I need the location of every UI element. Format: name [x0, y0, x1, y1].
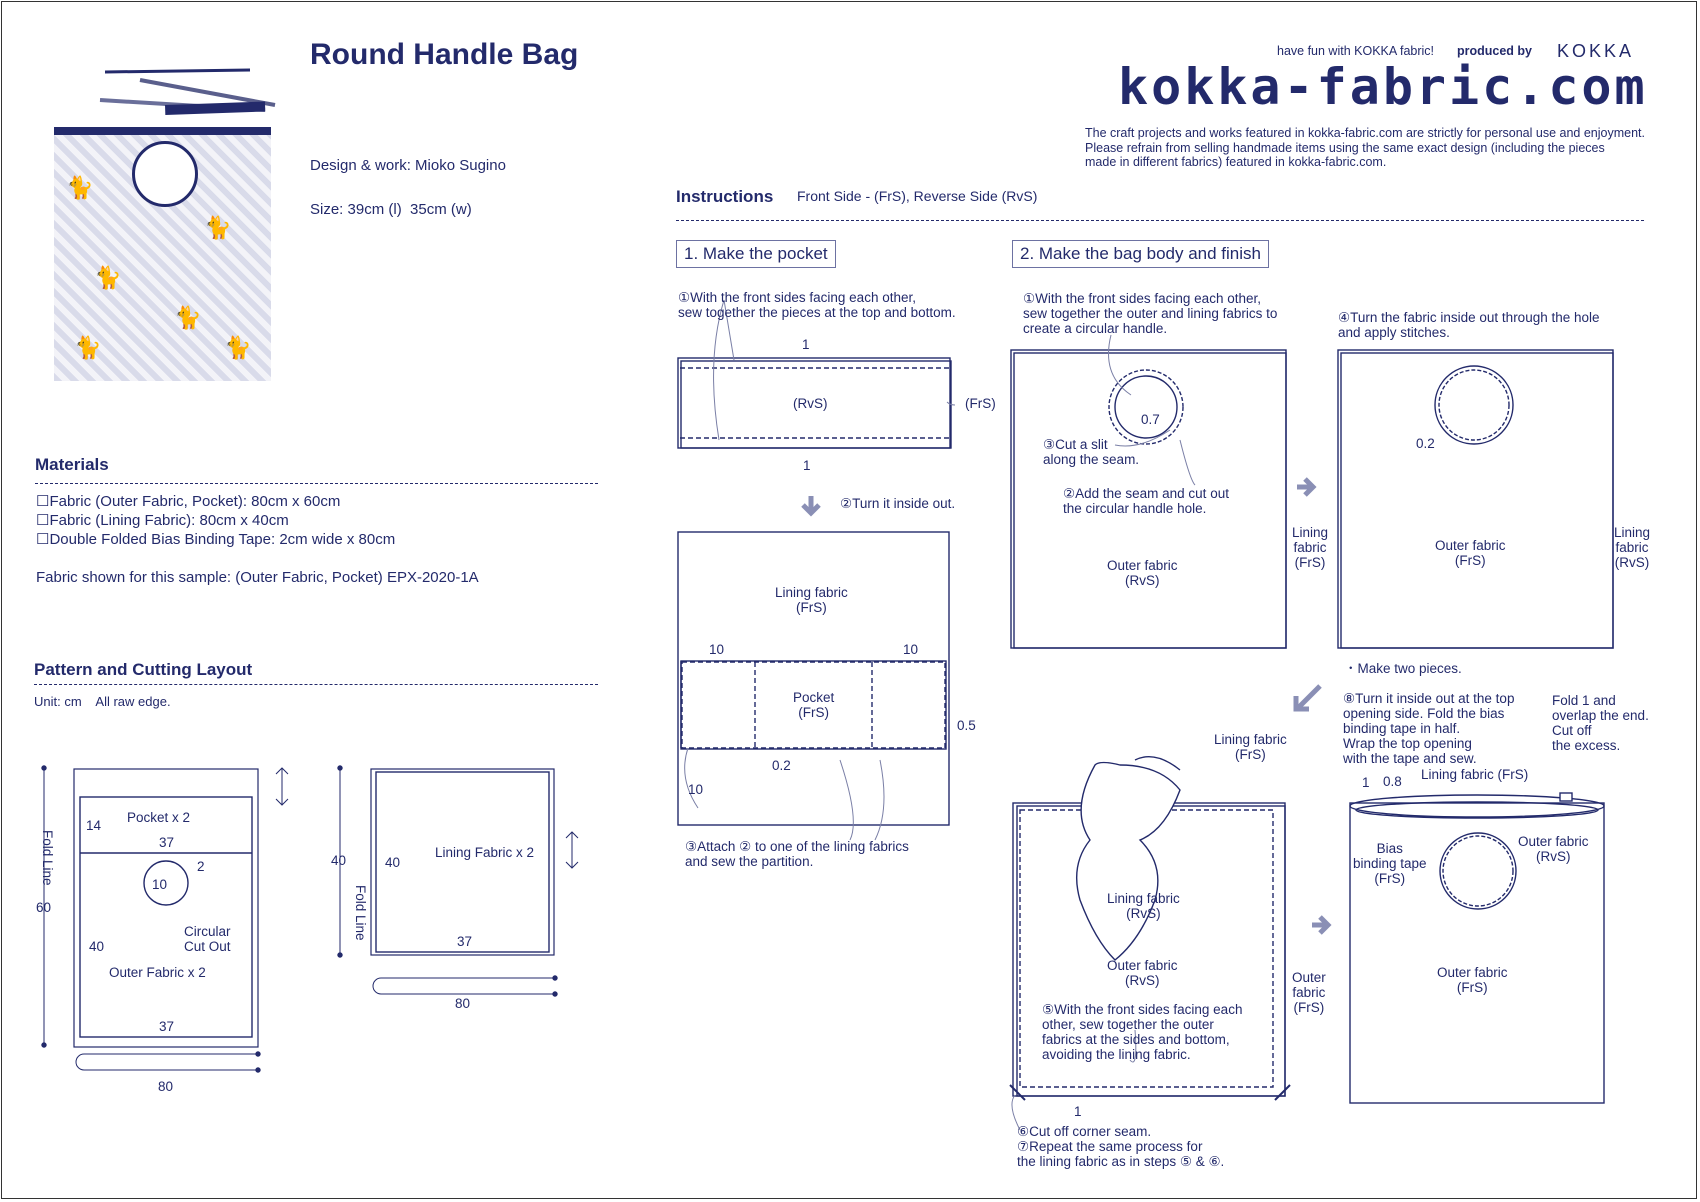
fold-note: Fold 1 and overlap the end. Cut off the excess.: [1552, 693, 1649, 753]
diagonal-arrow: [1296, 686, 1320, 709]
instructions-heading: Instructions: [676, 187, 774, 206]
cat-motif: 🐈: [174, 305, 202, 330]
step1-instruction-3: ③Attach ② to one of the lining fabrics and sew the partition.: [685, 839, 909, 869]
lining-fabric-pattern: [338, 766, 578, 996]
dim-40-lining: 40: [385, 855, 401, 870]
circular-cutout-label: Circular Cut Out: [184, 924, 231, 954]
dim-0.2: 0.2: [772, 758, 791, 773]
lining-fabric-label: Lining Fabric x 2: [435, 845, 535, 860]
outer-rvs-final-label: Outer fabric (RvS): [1518, 834, 1589, 864]
step1-label: 1. Make the pocket: [676, 240, 836, 268]
frs-label: (FrS): [965, 396, 996, 411]
cat-motif: 🐈: [74, 335, 102, 360]
step1-instruction-2: ②Turn it inside out.: [840, 496, 956, 511]
dim-10-right: 10: [903, 642, 919, 657]
material-item: ☐Fabric (Lining Fabric): 80cm x 40cm: [36, 512, 289, 529]
step2-instruction-6-7: ⑥Cut off corner seam. ⑦Repeat the same process for the lining fabric as in steps ⑤ & ⑥.: [1017, 1124, 1225, 1169]
tagline: have fun with KOKKA fabric!: [1277, 44, 1435, 58]
usage-notice: The craft projects and works featured in kokka-fabric.com are strictly for personal use and enjoyment. Please refrain from selling handmade items using the same exact design (including the pieces made in different fabrics) featured in kokka-fabric.com.: [1085, 126, 1645, 169]
rvs-label: (RvS): [793, 396, 828, 411]
produced-by: produced by: [1457, 44, 1533, 58]
dim-1-bottom: 1: [803, 458, 811, 473]
pocket-label: Pocket x 2: [127, 810, 191, 825]
step2-instruction-8: ⑧Turn it inside out at the top opening side. Fold the bias binding tape in half. Wrap the top opening with the tape and sew.: [1343, 691, 1515, 766]
material-item: ☐Fabric (Outer Fabric, Pocket): 80cm x 60cm: [36, 493, 341, 510]
dim-0.8: 0.8: [1383, 774, 1402, 789]
right-arrow: [1312, 917, 1328, 933]
dim-14: 14: [86, 818, 102, 833]
side-legend: Front Side - (FrS), Reverse Side (RvS): [797, 188, 1038, 204]
lining-frs-label: Lining fabric (FrS): [775, 585, 848, 615]
step1-instruction-1: ①With the front sides facing each other, sew together the pieces at the top and bottom.: [678, 290, 956, 320]
outer-frs-label: Outer fabric (FrS): [1435, 538, 1506, 568]
dim-2: 2: [197, 859, 205, 874]
lining-rvs-side-label: Lining fabric (RvS): [1614, 525, 1651, 570]
material-item: ☐Double Folded Bias Binding Tape: 2cm wide x 80cm: [36, 531, 396, 548]
dim-1-top: 1: [802, 337, 810, 352]
outer-frs-final-label: Outer fabric (FrS): [1437, 965, 1508, 995]
size-info: Size: 39cm (l) 35cm (w): [310, 201, 472, 218]
bias-tape-label: Bias binding tape (FrS): [1353, 841, 1427, 886]
dim-10: 10: [152, 877, 168, 892]
dim-0.2-b: 0.2: [1416, 436, 1435, 451]
pocket-frs-label: Pocket (FrS): [793, 690, 835, 720]
dim-37b: 37: [159, 1019, 175, 1034]
step2-instruction-4: ④Turn the fabric inside out through the hole and apply stitches.: [1338, 310, 1600, 340]
sample-fabric: Fabric shown for this sample: (Outer Fabric, Pocket) EPX-2020-1A: [36, 569, 479, 586]
lining-frs-final-label: Lining fabric (FrS): [1421, 767, 1529, 782]
fold-line-label-lining: Fold Line: [353, 885, 368, 941]
kokka-logo: KOKKA: [1557, 41, 1635, 61]
panel-turned: [1338, 350, 1613, 648]
unit-note: Unit: cm All raw edge.: [34, 694, 171, 709]
dim-0.5: 0.5: [957, 718, 976, 733]
outer-rvs-label: Outer fabric (RvS): [1107, 558, 1178, 588]
cat-motif: 🐈: [204, 215, 232, 240]
dim-37: 37: [159, 835, 175, 850]
step2-instruction-3: ③Cut a slit along the seam.: [1043, 437, 1140, 467]
lining-frs-side-label: Lining fabric (FrS): [1292, 525, 1329, 570]
cat-motif: 🐈: [224, 335, 252, 360]
cat-motif: 🐈: [66, 175, 94, 200]
dim-80: 80: [158, 1079, 174, 1094]
dim-10-left: 10: [709, 642, 725, 657]
make-two-pieces: ・Make two pieces.: [1344, 661, 1462, 676]
dim-60: 60: [36, 900, 52, 915]
outer-frs-side-label: Outer fabric (FrS): [1292, 970, 1326, 1015]
site-logo: kokka-fabric.com: [1118, 58, 1648, 116]
materials-heading: Materials: [35, 455, 109, 474]
pattern-heading: Pattern and Cutting Layout: [34, 660, 253, 679]
dim-1-b: 1: [1074, 1104, 1082, 1119]
dim-40: 40: [89, 939, 105, 954]
outer-fabric-label: Outer Fabric x 2: [109, 965, 206, 980]
dim-40-lining-outer: 40: [331, 853, 347, 868]
cat-motif: 🐈: [94, 265, 122, 290]
page-title: Round Handle Bag: [310, 38, 579, 71]
lining-frs-top-label: Lining fabric (FrS): [1214, 732, 1287, 762]
outer-rvs-label-b: Outer fabric (RvS): [1107, 958, 1178, 988]
step2-instruction-2: ②Add the seam and cut out the circular handle hole.: [1063, 486, 1229, 516]
dim-1-c: 1: [1362, 775, 1370, 790]
step2-label: 2. Make the bag body and finish: [1012, 240, 1269, 268]
dim-37-lining: 37: [457, 934, 473, 949]
lining-with-pocket: [678, 532, 949, 825]
down-arrow: [803, 496, 819, 513]
dim-0.7: 0.7: [1141, 412, 1160, 427]
dim-80-lining: 80: [455, 996, 471, 1011]
right-arrow: [1297, 479, 1313, 495]
design-credit: Design & work: Mioko Sugino: [310, 157, 506, 174]
fold-line-label: Fold Line: [40, 830, 55, 886]
dim-10-bottom: 10: [688, 782, 704, 797]
lining-rvs-label: Lining fabric (RvS): [1107, 891, 1180, 921]
step2-instruction-5: ⑤With the front sides facing each other, sew together the outer fabrics at the sides and bottom, avoiding the lining fabric.: [1042, 1002, 1243, 1062]
step2-instruction-1: ①With the front sides facing each other, sew together the outer and lining fabrics to create a circular handle.: [1023, 291, 1278, 336]
